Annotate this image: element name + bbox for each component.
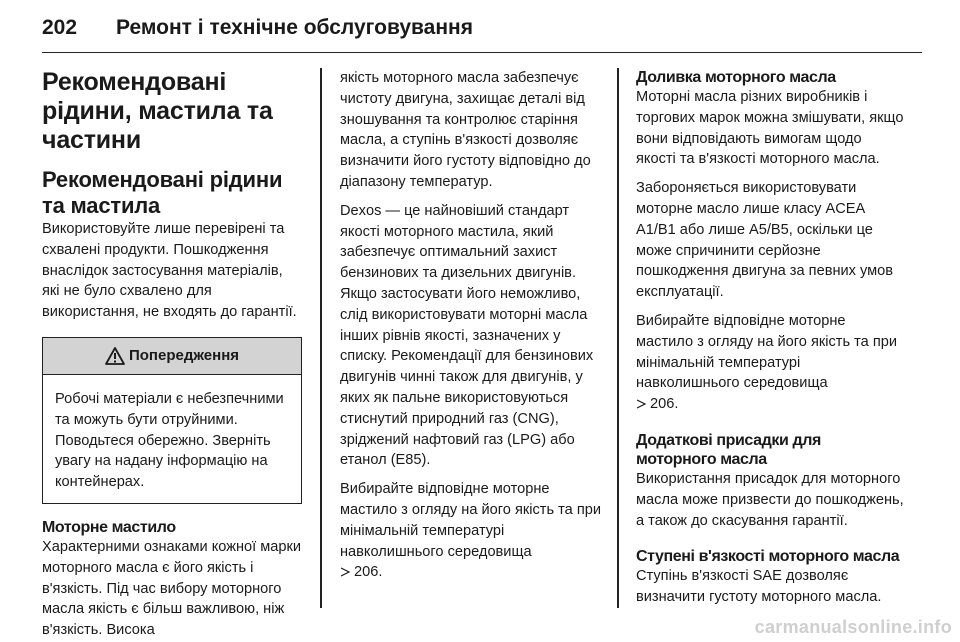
- column-1: [42, 68, 304, 639]
- oil-selection-paragraph: [340, 479, 602, 583]
- column-divider: [617, 68, 619, 608]
- engine-oil-paragraph: Характерними ознаками кожної марки моторного масла є його якість і в'язкість. Під час вибору моторного масла якість є більш важливою, ніж в'язкість. Висока: [42, 538, 302, 639]
- page-header: [42, 12, 922, 53]
- page-number: 202: [42, 16, 78, 39]
- column-2: [340, 68, 602, 604]
- viscosity-paragraph: Ступінь в'язкості SAE дозволяє визначити густоту моторного масла.: [636, 568, 882, 606]
- watermark: carmanualsonline.info: [754, 617, 952, 637]
- dexos-paragraph: Dexos — це найновіший стандарт якості моторного мастила, який забезпечує оптимальний захист бензинових та дизельних двигунів. Якщо застосувати його неможливо, слід використовувати моторні масла інших рівнів якості, зазначених у списку. Рекомендації для бензинових двигунів чинні також для двигунів, у яких як пальне використовуються стиснутий природний газ (CNG), зріджений нафтовий газ (LPG) або етанол (E85).: [340, 202, 594, 469]
- page-reference[interactable]: 206.: [650, 396, 679, 413]
- section-title: Рекомендовані рідини, мастила та частини: [42, 68, 273, 154]
- page-reference[interactable]: 206.: [354, 564, 383, 581]
- warning-text: Робочі матеріали є небезпечними та можуть бути отруйними. Поводьтеся обережно. Зверніть увагу на надану інформацію на контейнерах.: [55, 390, 284, 491]
- oil-quality-paragraph: якість моторного масла забезпечує чистоту двигуна, захищає деталі від зношування та контролює старіння масла, а ступінь в'язкості дозволяє визначити його густоту відповідно до діапазону температур.: [340, 70, 591, 190]
- column-3: [636, 68, 904, 604]
- viscosity-heading: Ступені в'язкості моторного масла: [636, 548, 900, 566]
- topup-selection-text: Вибирайте відповідне моторне мастило з огляду на його якість та при мінімальній температурі навколишнього середовища: [636, 312, 897, 392]
- column-divider: [320, 68, 322, 608]
- topup-paragraph-2: Забороняється використовувати моторне масло лише класу ACEA A1/B1 або лише A5/B5, оскільки це може спричинити серйозне пошкодження двигуна за певних умов експлуатації.: [636, 180, 894, 301]
- page-reference-arrow-icon: [340, 567, 350, 577]
- engine-oil-heading: Моторне мастило: [42, 518, 176, 536]
- warning-header: [43, 338, 301, 375]
- warning-box: [42, 337, 302, 504]
- warning-title: Попередження: [128, 347, 240, 365]
- running-title: Ремонт і технічне обслуговування: [116, 16, 473, 39]
- additives-paragraph: Використання присадок для моторного масла може призвести до пошкоджень, а також до скасування гарантії.: [636, 470, 904, 529]
- section-subtitle: Рекомендовані рідини та мастила: [42, 167, 283, 218]
- intro-paragraph: Використовуйте лише перевірені та схвалені продукти. Пошкодження внаслідок застосування матеріалів, які не було схвалено для використання, не входять до гарантії.: [42, 221, 297, 321]
- topup-heading: Доливка моторного масла: [636, 69, 836, 86]
- oil-selection-text: Вибирайте відповідне моторне мастило з огляду на його якість та при мінімальній температурі навколишнього середовища: [340, 481, 601, 560]
- topup-paragraph-3: [636, 311, 904, 415]
- topup-paragraph-1: Моторні масла різних виробників і торгових марок можна змішувати, якщо вони відповідають вимогам щодо якості та в'язкості моторного масла.: [636, 89, 904, 168]
- warning-triangle-icon: [105, 347, 125, 365]
- additives-heading: Додаткові присадки для моторного масла: [636, 431, 821, 468]
- warning-body: [43, 375, 301, 503]
- page-reference-arrow-icon: [636, 399, 646, 409]
